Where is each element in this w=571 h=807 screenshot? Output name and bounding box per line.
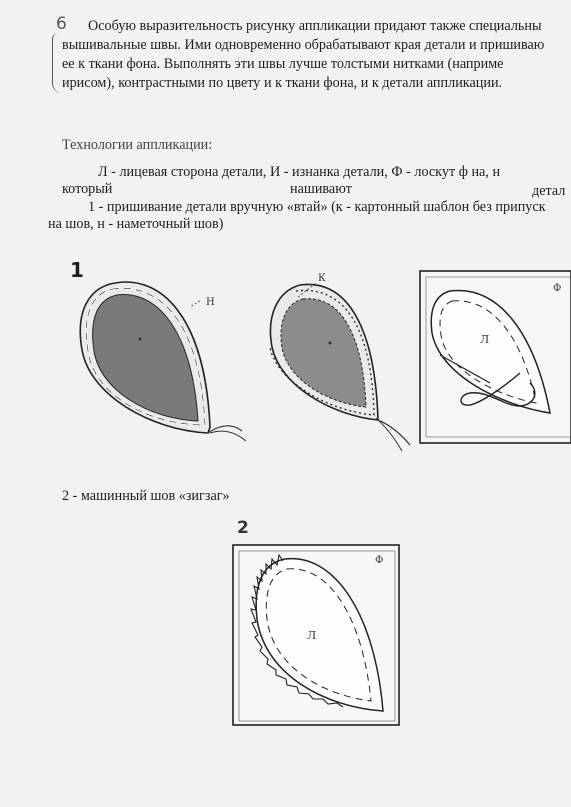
label-f: Ф — [553, 283, 562, 294]
legend-line: Л - лицевая сторона детали, И - изнанка детали, Ф - лоскут ф на, н — [98, 164, 501, 180]
framed-panel — [420, 271, 571, 443]
label-l: Л — [307, 629, 317, 642]
paragraph-line: вышивальные швы. Ими одновременно обрабатывают края детали и пришиваю — [62, 37, 545, 53]
legend-line: 1 - пришивание детали вручную «втай» (к - картонный шаблон без припуск — [88, 199, 546, 215]
teardrop-basted — [80, 282, 246, 441]
legend-line: на шов, н - наметочный шов) — [48, 216, 224, 232]
section-title: Технологии аппликации: — [62, 137, 213, 153]
legend-word: который — [62, 181, 113, 197]
figure-number: 2 — [237, 518, 249, 538]
paragraph-line: ее к ткани фона. Выполнять эти швы лучше толстыми нитками (наприме — [62, 56, 504, 72]
teardrop-hemmed — [270, 273, 410, 451]
label-n: Н — [206, 297, 215, 308]
figure-1-hand-stitch — [60, 255, 571, 455]
figure-number: 1 — [70, 258, 84, 282]
legend-word: детал — [532, 183, 566, 199]
figure-2-caption: 2 - машинный шов «зигзаг» — [62, 488, 230, 504]
legend-word: нашивают — [290, 181, 352, 197]
label-f: Ф — [375, 555, 384, 566]
paragraph-line: Особую выразительность рисунку аппликации придают также специальны — [88, 18, 542, 34]
label-k: К — [318, 273, 326, 284]
page-number: 6 — [56, 14, 67, 34]
label-l: Л — [480, 333, 490, 346]
figure-2-zigzag — [225, 515, 435, 730]
paragraph-line: ирисом), контрастными по цвету и к ткани фона, и к детали аппликации. — [62, 75, 503, 91]
